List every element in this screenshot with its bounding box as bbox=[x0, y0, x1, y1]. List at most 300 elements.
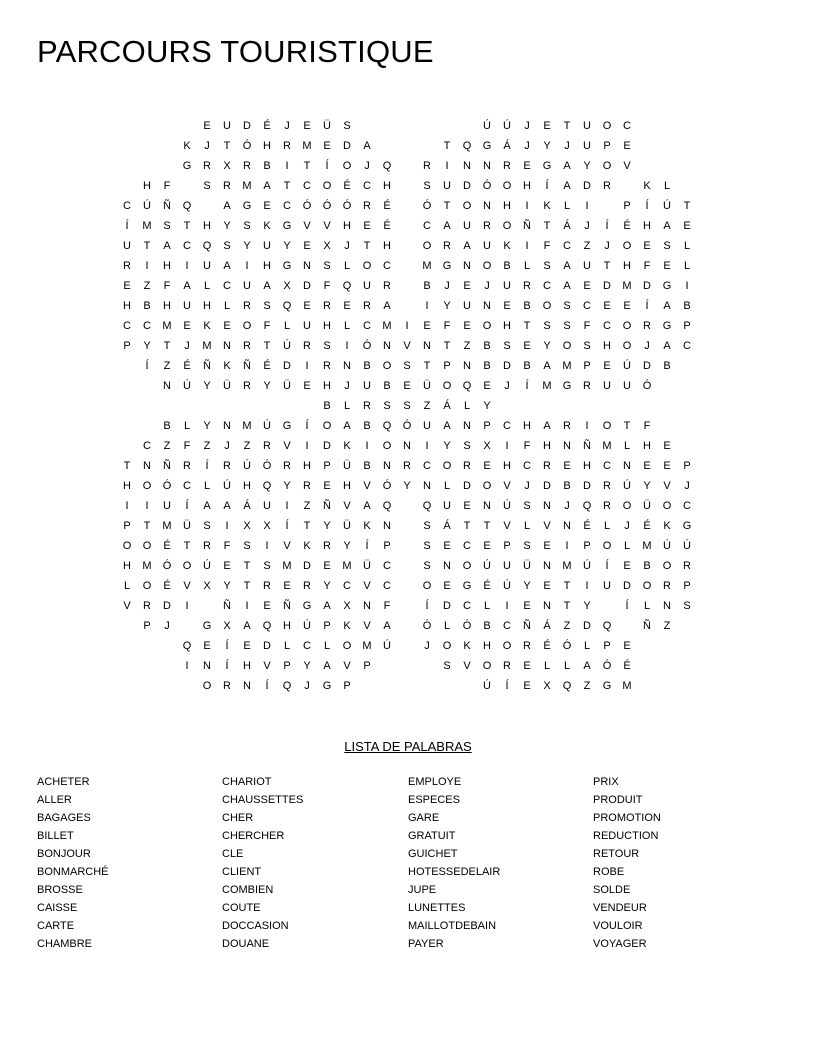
grid-letter: É bbox=[543, 640, 551, 652]
grid-letter: M bbox=[142, 560, 152, 572]
grid-letter: U bbox=[583, 120, 591, 132]
grid-letter: A bbox=[563, 280, 571, 292]
grid-letter: U bbox=[203, 260, 211, 272]
grid-letter: Q bbox=[602, 620, 612, 632]
grid-empty-cell bbox=[677, 676, 697, 696]
grid-letter: O bbox=[622, 340, 632, 352]
grid-letter: J bbox=[644, 340, 650, 352]
grid-empty-cell bbox=[657, 136, 677, 156]
grid-letter: X bbox=[203, 580, 211, 592]
grid-letter: K bbox=[183, 140, 191, 152]
grid-letter: S bbox=[543, 260, 551, 272]
grid-letter: É bbox=[623, 660, 631, 672]
grid-letter: B bbox=[263, 160, 271, 172]
grid-letter: F bbox=[163, 180, 171, 192]
grid-letter: I bbox=[525, 200, 529, 212]
grid-letter: N bbox=[403, 440, 411, 452]
grid-letter: U bbox=[183, 300, 191, 312]
grid-letter: N bbox=[483, 500, 491, 512]
grid-letter: R bbox=[503, 160, 511, 172]
grid-letter: B bbox=[323, 400, 331, 412]
grid-letter: B bbox=[483, 360, 491, 372]
grid-letter: H bbox=[143, 180, 151, 192]
grid-letter: N bbox=[623, 460, 631, 472]
grid-empty-cell bbox=[637, 396, 657, 416]
grid-letter: S bbox=[583, 340, 591, 352]
grid-letter: A bbox=[443, 220, 451, 232]
grid-letter: E bbox=[303, 240, 311, 252]
grid-letter: Á bbox=[443, 520, 451, 532]
grid-letter: O bbox=[602, 540, 612, 552]
grid-letter: Q bbox=[282, 300, 292, 312]
grid-empty-cell bbox=[457, 116, 477, 136]
grid-letter: V bbox=[303, 220, 311, 232]
grid-letter: C bbox=[123, 320, 131, 332]
grid-letter: I bbox=[345, 340, 349, 352]
grid-empty-cell bbox=[637, 656, 657, 676]
grid-letter: O bbox=[662, 500, 672, 512]
grid-letter: O bbox=[622, 240, 632, 252]
grid-letter: R bbox=[303, 480, 311, 492]
grid-letter: J bbox=[424, 640, 430, 652]
grid-letter: Ó bbox=[382, 480, 392, 492]
grid-letter: L bbox=[343, 400, 351, 412]
grid-letter: N bbox=[483, 200, 491, 212]
grid-empty-cell bbox=[577, 396, 597, 416]
grid-letter: A bbox=[263, 280, 271, 292]
grid-letter: I bbox=[145, 260, 149, 272]
grid-letter: R bbox=[663, 580, 671, 592]
grid-letter: R bbox=[203, 160, 211, 172]
grid-letter: Ü bbox=[343, 460, 351, 472]
grid-letter: J bbox=[484, 280, 490, 292]
grid-letter: Ñ bbox=[243, 360, 251, 372]
grid-letter: D bbox=[643, 360, 651, 372]
grid-letter: C bbox=[423, 460, 431, 472]
grid-letter: R bbox=[223, 180, 231, 192]
word-column bbox=[593, 773, 773, 953]
grid-letter: E bbox=[463, 320, 471, 332]
grid-letter: M bbox=[162, 520, 172, 532]
grid-letter: E bbox=[303, 380, 311, 392]
grid-letter: H bbox=[243, 660, 251, 672]
grid-letter: U bbox=[223, 120, 231, 132]
grid-letter: I bbox=[185, 600, 189, 612]
grid-letter: K bbox=[263, 220, 271, 232]
grid-letter: I bbox=[585, 200, 589, 212]
grid-letter: R bbox=[643, 320, 651, 332]
grid-row bbox=[117, 336, 697, 356]
grid-letter: T bbox=[443, 140, 451, 152]
grid-letter: R bbox=[323, 300, 331, 312]
grid-letter: N bbox=[383, 520, 391, 532]
grid-letter: B bbox=[503, 260, 511, 272]
grid-letter: D bbox=[583, 180, 591, 192]
grid-letter: R bbox=[123, 260, 131, 272]
grid-letter: Ó bbox=[402, 420, 412, 432]
grid-letter: L bbox=[323, 640, 331, 652]
grid-letter: E bbox=[663, 460, 671, 472]
grid-letter: C bbox=[383, 580, 391, 592]
grid-empty-cell bbox=[677, 136, 697, 156]
grid-letter: J bbox=[524, 120, 530, 132]
grid-letter: Q bbox=[422, 500, 432, 512]
grid-empty-cell bbox=[677, 436, 697, 456]
page-title: PARCOURS TOURISTIQUE bbox=[37, 34, 434, 69]
grid-letter: D bbox=[643, 280, 651, 292]
grid-letter: Í bbox=[645, 200, 649, 212]
grid-letter: Í bbox=[185, 500, 189, 512]
grid-empty-cell bbox=[657, 376, 677, 396]
grid-letter: Ú bbox=[303, 620, 311, 632]
grid-empty-cell bbox=[657, 656, 677, 676]
word-item: BROSSE bbox=[37, 884, 83, 896]
grid-letter: V bbox=[123, 600, 131, 612]
grid-letter: T bbox=[443, 340, 451, 352]
grid-letter: N bbox=[463, 360, 471, 372]
grid-letter: U bbox=[443, 180, 451, 192]
grid-empty-cell bbox=[157, 136, 177, 156]
grid-letter: Q bbox=[382, 160, 392, 172]
grid-letter: E bbox=[203, 120, 211, 132]
grid-letter: H bbox=[643, 440, 651, 452]
grid-letter: E bbox=[503, 300, 511, 312]
grid-letter: Z bbox=[563, 620, 571, 632]
grid-letter: M bbox=[142, 220, 152, 232]
grid-letter: D bbox=[503, 360, 511, 372]
grid-letter: P bbox=[583, 540, 591, 552]
grid-letter: D bbox=[623, 580, 631, 592]
grid-letter: E bbox=[463, 500, 471, 512]
grid-letter: Á bbox=[243, 500, 251, 512]
grid-letter: E bbox=[423, 320, 431, 332]
grid-letter: Y bbox=[523, 580, 531, 592]
grid-letter: K bbox=[223, 360, 231, 372]
grid-letter: I bbox=[125, 500, 129, 512]
grid-empty-cell bbox=[417, 116, 437, 136]
grid-letter: K bbox=[363, 520, 371, 532]
grid-letter: H bbox=[643, 220, 651, 232]
grid-letter: Ñ bbox=[223, 600, 231, 612]
grid-letter: A bbox=[363, 500, 371, 512]
grid-letter: É bbox=[263, 120, 271, 132]
grid-letter: V bbox=[343, 500, 351, 512]
grid-letter: L bbox=[603, 520, 611, 532]
grid-letter: J bbox=[524, 480, 530, 492]
grid-empty-cell bbox=[377, 116, 397, 136]
grid-letter: P bbox=[623, 200, 631, 212]
grid-letter: Z bbox=[203, 440, 211, 452]
grid-letter: R bbox=[303, 340, 311, 352]
grid-letter: E bbox=[523, 600, 531, 612]
word-item: VENDEUR bbox=[593, 902, 647, 914]
grid-letter: F bbox=[263, 320, 271, 332]
grid-letter: B bbox=[523, 360, 531, 372]
grid-letter: F bbox=[523, 440, 531, 452]
grid-empty-cell bbox=[137, 636, 157, 656]
word-column bbox=[222, 773, 402, 953]
grid-letter: I bbox=[285, 500, 289, 512]
grid-letter: V bbox=[323, 220, 331, 232]
grid-letter: N bbox=[663, 600, 671, 612]
grid-letter: O bbox=[622, 320, 632, 332]
grid-letter: O bbox=[442, 640, 452, 652]
grid-empty-cell bbox=[117, 616, 137, 636]
grid-row bbox=[117, 356, 697, 376]
grid-letter: D bbox=[583, 480, 591, 492]
grid-letter: C bbox=[543, 280, 551, 292]
grid-letter: P bbox=[123, 520, 131, 532]
grid-letter: O bbox=[442, 380, 452, 392]
grid-letter: I bbox=[225, 520, 229, 532]
grid-letter: H bbox=[523, 180, 531, 192]
grid-letter: L bbox=[583, 640, 591, 652]
grid-letter: I bbox=[285, 160, 289, 172]
grid-empty-cell bbox=[677, 116, 697, 136]
grid-letter: F bbox=[583, 320, 591, 332]
word-item: ACHETER bbox=[37, 776, 90, 788]
grid-letter: U bbox=[603, 580, 611, 592]
grid-letter: Ú bbox=[663, 540, 671, 552]
grid-letter: R bbox=[503, 660, 511, 672]
grid-letter: E bbox=[243, 640, 251, 652]
grid-letter: C bbox=[143, 320, 151, 332]
grid-empty-cell bbox=[617, 616, 637, 636]
grid-empty-cell bbox=[417, 676, 437, 696]
grid-letter: S bbox=[323, 340, 331, 352]
grid-letter: L bbox=[463, 400, 471, 412]
grid-letter: U bbox=[123, 240, 131, 252]
grid-empty-cell bbox=[137, 416, 157, 436]
grid-letter: N bbox=[463, 420, 471, 432]
grid-letter: T bbox=[303, 160, 311, 172]
grid-empty-cell bbox=[677, 376, 697, 396]
grid-letter: N bbox=[483, 160, 491, 172]
grid-letter: K bbox=[643, 180, 651, 192]
grid-letter: J bbox=[184, 340, 190, 352]
grid-letter: M bbox=[282, 560, 292, 572]
grid-letter: N bbox=[303, 260, 311, 272]
grid-letter: Y bbox=[223, 580, 231, 592]
grid-empty-cell bbox=[497, 396, 517, 416]
grid-letter: K bbox=[663, 520, 671, 532]
grid-letter: D bbox=[163, 600, 171, 612]
grid-letter: Ó bbox=[242, 140, 252, 152]
grid-letter: Ú bbox=[203, 560, 211, 572]
grid-empty-cell bbox=[157, 656, 177, 676]
grid-letter: U bbox=[503, 560, 511, 572]
grid-letter: E bbox=[523, 160, 531, 172]
grid-letter: Y bbox=[443, 300, 451, 312]
grid-letter: J bbox=[164, 620, 170, 632]
grid-letter: S bbox=[683, 600, 691, 612]
grid-letter: P bbox=[283, 660, 291, 672]
grid-letter: T bbox=[283, 180, 291, 192]
grid-letter: M bbox=[362, 640, 372, 652]
grid-letter: R bbox=[183, 460, 191, 472]
grid-letter: J bbox=[444, 280, 450, 292]
grid-letter: D bbox=[603, 280, 611, 292]
grid-empty-cell bbox=[117, 416, 137, 436]
grid-empty-cell bbox=[397, 596, 417, 616]
grid-letter: C bbox=[683, 500, 691, 512]
grid-letter: O bbox=[442, 460, 452, 472]
grid-letter: J bbox=[344, 380, 350, 392]
word-item: MAILLOTDEBAIN bbox=[408, 920, 497, 932]
grid-letter: Ü bbox=[283, 380, 291, 392]
grid-letter: A bbox=[223, 500, 231, 512]
grid-letter: S bbox=[503, 340, 511, 352]
grid-row bbox=[117, 656, 697, 676]
grid-letter: V bbox=[363, 580, 371, 592]
grid-letter: D bbox=[343, 140, 351, 152]
grid-letter: Ó bbox=[302, 200, 312, 212]
grid-empty-cell bbox=[417, 656, 437, 676]
grid-empty-cell bbox=[117, 636, 137, 656]
grid-letter: N bbox=[223, 420, 231, 432]
grid-letter: R bbox=[283, 140, 291, 152]
grid-letter: O bbox=[482, 660, 492, 672]
grid-letter: E bbox=[183, 320, 191, 332]
grid-letter: E bbox=[563, 460, 571, 472]
grid-letter: A bbox=[323, 600, 331, 612]
grid-letter: B bbox=[683, 300, 691, 312]
grid-letter: U bbox=[603, 380, 611, 392]
grid-letter: Ó bbox=[362, 340, 372, 352]
grid-letter: F bbox=[183, 440, 191, 452]
grid-letter: M bbox=[562, 560, 572, 572]
grid-row bbox=[117, 536, 697, 556]
grid-letter: O bbox=[122, 540, 132, 552]
grid-letter: R bbox=[223, 460, 231, 472]
grid-letter: C bbox=[603, 460, 611, 472]
grid-letter: M bbox=[602, 440, 612, 452]
grid-letter: G bbox=[562, 380, 572, 392]
grid-empty-cell bbox=[657, 116, 677, 136]
grid-letter: Q bbox=[462, 140, 472, 152]
grid-row bbox=[117, 456, 697, 476]
grid-letter: T bbox=[143, 520, 151, 532]
grid-letter: N bbox=[463, 260, 471, 272]
word-item: ESPECES bbox=[408, 794, 460, 806]
grid-letter: A bbox=[263, 180, 271, 192]
grid-letter: O bbox=[362, 260, 372, 272]
grid-empty-cell bbox=[617, 176, 637, 196]
grid-letter: T bbox=[423, 360, 431, 372]
word-item: CARTE bbox=[37, 920, 75, 932]
grid-letter: B bbox=[363, 360, 371, 372]
grid-letter: Y bbox=[143, 340, 151, 352]
grid-letter: G bbox=[282, 420, 292, 432]
grid-empty-cell bbox=[397, 176, 417, 196]
grid-letter: M bbox=[542, 380, 552, 392]
grid-letter: M bbox=[622, 280, 632, 292]
grid-letter: U bbox=[463, 300, 471, 312]
grid-letter: Z bbox=[143, 280, 151, 292]
grid-letter: E bbox=[583, 280, 591, 292]
grid-letter: I bbox=[565, 540, 569, 552]
grid-letter: F bbox=[163, 280, 171, 292]
grid-letter: V bbox=[263, 660, 271, 672]
grid-letter: Ü bbox=[643, 500, 651, 512]
grid-letter: Z bbox=[423, 400, 431, 412]
grid-letter: A bbox=[563, 180, 571, 192]
grid-letter: B bbox=[423, 280, 431, 292]
grid-letter: L bbox=[343, 260, 351, 272]
grid-letter: A bbox=[563, 160, 571, 172]
grid-letter: Ñ bbox=[163, 460, 171, 472]
grid-letter: R bbox=[523, 640, 531, 652]
grid-letter: Ñ bbox=[643, 620, 651, 632]
grid-letter: E bbox=[303, 300, 311, 312]
grid-letter: C bbox=[503, 420, 511, 432]
grid-empty-cell bbox=[677, 356, 697, 376]
grid-letter: H bbox=[603, 340, 611, 352]
grid-letter: X bbox=[263, 520, 271, 532]
grid-letter: B bbox=[363, 460, 371, 472]
grid-letter: S bbox=[323, 260, 331, 272]
grid-letter: D bbox=[583, 620, 591, 632]
grid-letter: E bbox=[123, 280, 131, 292]
grid-letter: T bbox=[463, 520, 471, 532]
word-item: BONMARCHÉ bbox=[37, 866, 109, 878]
grid-letter: Z bbox=[583, 680, 591, 692]
grid-letter: S bbox=[563, 300, 571, 312]
grid-letter: Ó bbox=[642, 380, 652, 392]
word-item: GARE bbox=[408, 812, 440, 824]
grid-letter: P bbox=[343, 680, 351, 692]
word-item: ALLER bbox=[37, 794, 72, 806]
grid-letter: Ú bbox=[623, 480, 631, 492]
grid-letter: E bbox=[463, 280, 471, 292]
grid-empty-cell bbox=[677, 396, 697, 416]
grid-letter: S bbox=[403, 400, 411, 412]
grid-letter: Ú bbox=[243, 460, 251, 472]
grid-letter: I bbox=[145, 500, 149, 512]
grid-letter: C bbox=[183, 480, 191, 492]
word-item: GUICHET bbox=[408, 848, 458, 860]
grid-letter: Q bbox=[262, 480, 272, 492]
grid-letter: S bbox=[523, 500, 531, 512]
grid-letter: O bbox=[542, 300, 552, 312]
grid-letter: S bbox=[203, 180, 211, 192]
grid-letter: H bbox=[163, 300, 171, 312]
grid-letter: I bbox=[425, 440, 429, 452]
grid-letter: L bbox=[523, 520, 531, 532]
grid-letter: P bbox=[583, 360, 591, 372]
grid-letter: Q bbox=[202, 240, 212, 252]
grid-letter: T bbox=[443, 200, 451, 212]
grid-letter: I bbox=[585, 420, 589, 432]
grid-letter: E bbox=[683, 220, 691, 232]
grid-letter: H bbox=[383, 180, 391, 192]
grid-letter: B bbox=[643, 560, 651, 572]
grid-empty-cell bbox=[397, 516, 417, 536]
grid-letter: E bbox=[523, 660, 531, 672]
grid-empty-cell bbox=[597, 596, 617, 616]
grid-letter: H bbox=[123, 560, 131, 572]
grid-letter: I bbox=[505, 600, 509, 612]
grid-letter: Y bbox=[223, 220, 231, 232]
grid-letter: J bbox=[204, 140, 210, 152]
grid-letter: E bbox=[203, 640, 211, 652]
grid-letter: Y bbox=[643, 480, 651, 492]
grid-letter: Q bbox=[262, 620, 272, 632]
grid-letter: T bbox=[543, 220, 551, 232]
grid-letter: C bbox=[363, 180, 371, 192]
grid-letter: L bbox=[623, 440, 631, 452]
grid-empty-cell bbox=[397, 276, 417, 296]
